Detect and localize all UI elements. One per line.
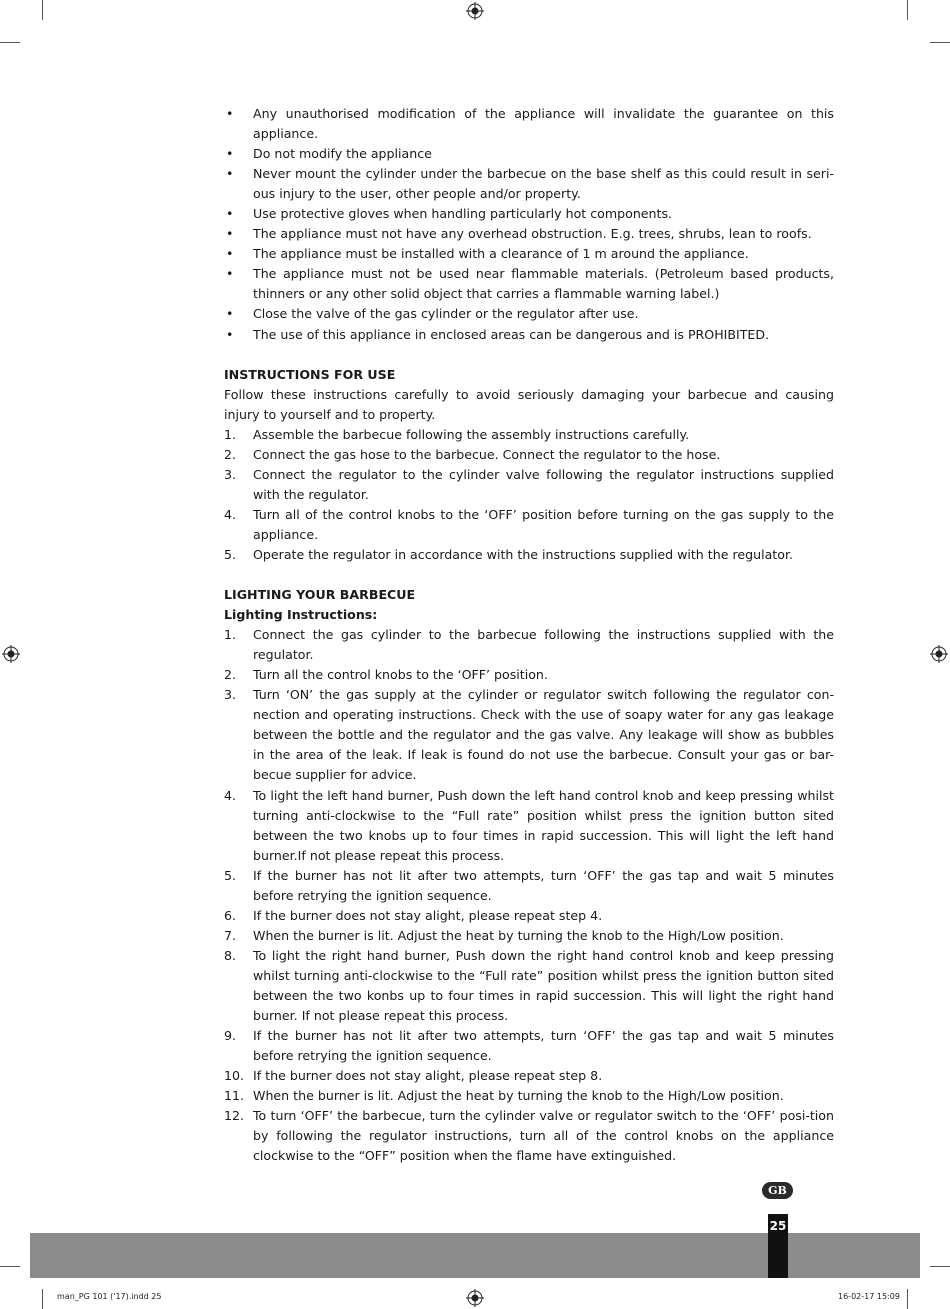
step-number: 1. [224, 627, 237, 643]
instructions-step-list [224, 425, 834, 565]
step-number: 1. [224, 426, 237, 442]
step-item [224, 445, 834, 465]
print-slug-filename: man_PG 101 ('17).indd 25 [57, 1292, 162, 1301]
step-number: 11. [224, 1088, 245, 1104]
safety-bullet-list [224, 104, 834, 345]
subheading-lighting-instructions: Lighting Instructions: [224, 607, 378, 623]
bullet-marker: • [226, 206, 234, 222]
registration-mark-icon [2, 645, 20, 663]
bullet-marker: • [226, 246, 234, 262]
step-number: 5. [224, 867, 237, 883]
step-item [224, 906, 834, 926]
step-item [224, 1026, 834, 1066]
bullet-item [224, 104, 834, 144]
bullet-marker: • [226, 306, 234, 322]
step-number: 4. [224, 787, 237, 803]
step-item [224, 625, 834, 665]
instructions-intro: Follow these instructions carefully to avoid seriously damaging your barbecue and causing injury to yourself and to property. [224, 386, 834, 422]
step-item [224, 505, 834, 545]
language-badge: GB [762, 1182, 793, 1199]
bullet-marker: • [226, 146, 234, 162]
step-text: Operate the regulator in accordance with the instructions supplied with the regulator. [253, 546, 793, 562]
crop-mark [907, 1289, 908, 1309]
step-number: 5. [224, 546, 237, 562]
step-item [224, 926, 834, 946]
step-text: Turn all the control knobs to the ‘OFF’ position. [253, 667, 548, 683]
step-text: Turn all of the control knobs to the ‘OFF’ position before turning on the gas supply to the appliance. [253, 506, 834, 542]
bullet-marker: • [226, 106, 234, 121]
bullet-item [224, 264, 834, 304]
step-item [224, 1086, 834, 1106]
step-text: To light the left hand burner, Push down the left hand control knob and keep pressing whilst turning anti-clockwise to the “Full rate” position whilst press the ignition button sited between the two knobs up to four times in rapid succession. This will light the left hand burner.If not please repeat this process. [253, 787, 834, 863]
crop-mark [930, 1266, 950, 1267]
bullet-text: Close the valve of the gas cylinder or the regulator after use. [253, 306, 639, 322]
section-heading-instructions: INSTRUCTIONS FOR USE [224, 366, 396, 382]
step-item [224, 866, 834, 906]
bullet-text: The appliance must not be used near flammable materials. (Petroleum based products, thinners or any other solid object that carries a flammable warning label.) [253, 266, 834, 302]
step-item [224, 665, 834, 685]
lighting-step-list [224, 625, 834, 1166]
step-item [224, 465, 834, 505]
step-number: 12. [224, 1108, 245, 1124]
crop-mark [0, 1266, 20, 1267]
step-text: To light the right hand burner, Push down the right hand control knob and keep pressing whilst turning anti-clockwise to the “Full rate” position whilst press the ignition button sited between the two konbs up to four times in rapid succession. This will light the right hand burner. If not please repeat this process. [253, 947, 834, 1024]
step-item [224, 1066, 834, 1086]
bullet-item [224, 224, 834, 244]
step-text: Connect the gas cylinder to the barbecue following the instructions supplied with the regulator. [253, 627, 834, 663]
step-number: 8. [224, 947, 237, 963]
step-number: 3. [224, 687, 237, 703]
bullet-item [224, 325, 834, 345]
bullet-text: Use protective gloves when handling particularly hot components. [253, 206, 673, 222]
page-number: 25 [769, 1219, 787, 1233]
crop-mark [930, 42, 950, 43]
registration-mark-icon [466, 1289, 484, 1307]
bullet-marker: • [226, 166, 234, 182]
step-text: If the burner has not lit after two attempts, turn ‘OFF’ the gas tap and wait 5 minutes before retrying the ignition sequence. [253, 1028, 834, 1064]
step-number: 7. [224, 927, 237, 943]
step-text: When the burner is lit. Adjust the heat by turning the knob to the High/Low position. [253, 927, 784, 943]
step-text: If the burner has not lit after two attempts, turn ‘OFF’ the gas tap and wait 5 minutes before retrying the ignition sequence. [253, 867, 834, 903]
step-text: When the burner is lit. Adjust the heat by turning the knob to the High/Low position. [253, 1088, 784, 1104]
bullet-text: Never mount the cylinder under the barbecue on the base shelf as this could result in seri-ous injury to the user, other people and/or property. [253, 166, 834, 202]
step-text: Connect the regulator to the cylinder valve following the regulator instructions supplied with the regulator. [253, 466, 834, 502]
step-number: 9. [224, 1028, 237, 1044]
bullet-marker: • [226, 226, 234, 242]
bullet-item [224, 204, 834, 224]
step-item [224, 1106, 834, 1166]
bullet-text: Any unauthorised modification of the appliance will invalidate the guarantee on this appliance. [253, 106, 834, 142]
step-text: Turn ‘ON’ the gas supply at the cylinder or regulator switch following the regulator con-nection and operating instructions. Check with the use of soapy water for any gas leakage between the bottle and the regulator and the gas valve. Any leakage will show as bubbles in the area of the leak. If leak is found do not use the barbecue. Consult your gas or bar-becue supplier for advice. [253, 687, 834, 783]
section-heading-lighting: LIGHTING YOUR BARBECUE [224, 587, 416, 603]
bullet-item [224, 144, 834, 164]
step-number: 6. [224, 907, 237, 923]
crop-mark [907, 0, 908, 20]
bullet-text: The appliance must be installed with a clearance of 1 m around the appliance. [253, 246, 749, 262]
step-text: If the burner does not stay alight, please repeat step 8. [253, 1068, 603, 1084]
step-number: 4. [224, 506, 237, 522]
bullet-text: The appliance must not have any overhead obstruction. E.g. trees, shrubs, lean to roofs. [253, 226, 812, 242]
step-item [224, 545, 834, 565]
bullet-text: The use of this appliance in enclosed areas can be dangerous and is PROHIBITED. [253, 326, 770, 342]
crop-mark [42, 0, 43, 20]
step-text: If the burner does not stay alight, please repeat step 4. [253, 907, 603, 923]
bullet-marker: • [226, 266, 234, 282]
bullet-marker: • [226, 326, 234, 342]
step-number: 2. [224, 667, 237, 683]
step-number: 3. [224, 466, 237, 482]
step-number: 10. [224, 1068, 245, 1084]
bullet-item [224, 304, 834, 324]
registration-mark-icon [466, 2, 484, 20]
page-content [224, 104, 834, 1166]
step-item [224, 946, 834, 1026]
crop-mark [0, 42, 20, 43]
step-text: Connect the gas hose to the barbecue. Connect the regulator to the hose. [253, 446, 721, 462]
bullet-item [224, 244, 834, 264]
registration-mark-icon [930, 645, 948, 663]
bullet-text: Do not modify the appliance [253, 146, 432, 162]
step-item [224, 425, 834, 445]
step-item [224, 685, 834, 785]
step-number: 2. [224, 446, 237, 462]
bullet-item [224, 164, 834, 204]
step-text: Assemble the barbecue following the assembly instructions carefully. [253, 426, 690, 442]
step-item [224, 786, 834, 866]
crop-mark [42, 1289, 43, 1309]
step-text: To turn ‘OFF’ the barbecue, turn the cylinder valve or regulator switch to the ‘OFF’ posi-tion by following the regulator instructions, turn all of the control knobs on the appliance clockwise to the “OFF” position when the flame have extinguished. [253, 1108, 834, 1164]
print-slug-date: 16-02-17 15:09 [838, 1292, 900, 1301]
